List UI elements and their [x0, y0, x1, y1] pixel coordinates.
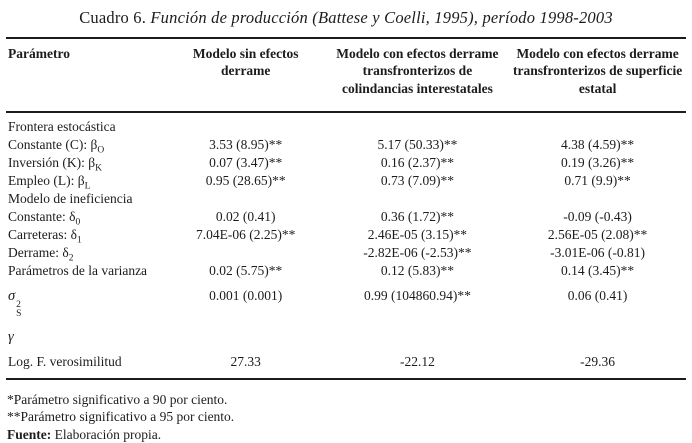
row-carreteras: [6, 226, 686, 244]
cell-value: 0.001 (0.001): [209, 287, 283, 303]
cell-value: 0.16 (2.37)**: [380, 155, 454, 171]
cell-value: 0.36 (1.72)**: [380, 209, 454, 225]
row-constante-delta: [6, 208, 686, 226]
column-header-modelo-superficie: Modelo con efectos derrame transfronterizos de superficie estatal: [509, 38, 686, 113]
label-sup-sub: 2 S: [16, 299, 22, 319]
cell-value: [166, 190, 326, 208]
cell-value: 5.17 (50.33)**: [377, 137, 458, 153]
row-frontera: [6, 112, 686, 136]
label-text: Modelo de ineficiencia: [8, 191, 133, 207]
footnote-line: *Parámetro significativo a 90 por ciento.: [7, 391, 228, 407]
cell-value: 2.46E-05 (3.15)**: [367, 227, 468, 243]
footnote-line: **Parámetro significativo a 95 por ciento.: [7, 409, 235, 425]
cell-value: 0.12 (5.83)**: [380, 263, 454, 279]
cell-value: [166, 326, 326, 349]
label-subscript: O: [97, 146, 105, 154]
row-inversion: [6, 154, 686, 172]
row-empleo: [6, 172, 686, 190]
cell-value: 4.38 (4.59)**: [561, 137, 635, 153]
label-text: Derrame: δ: [8, 245, 69, 261]
cell-value: -22.12: [399, 353, 435, 369]
label-text: Constante (C): β: [8, 137, 98, 153]
cell-value: [166, 244, 326, 262]
cell-value: 27.33: [230, 353, 261, 369]
cell-value: [509, 326, 686, 349]
cell-value: [326, 190, 510, 208]
label-text: Empleo (L): β: [8, 173, 85, 189]
row-label: [6, 208, 166, 226]
table-body: [6, 112, 686, 379]
row-ineficiencia: [6, 190, 686, 208]
cell-value: [509, 112, 686, 136]
column-header-modelo-colindancias: Modelo con efectos derrame transfronterizos de colindancias interestatales: [326, 38, 510, 113]
cell-value: [509, 190, 686, 208]
cell-value: 0.02 (5.75)**: [209, 263, 283, 279]
cell-value: 0.95 (28.65)**: [205, 173, 286, 189]
row-label: [6, 136, 166, 154]
label-subscript: 1: [76, 236, 82, 244]
row-label: [6, 262, 166, 280]
row-log-verosimilitud: [6, 349, 686, 379]
row-gamma: [6, 326, 686, 349]
label-subscript: 0: [75, 218, 81, 226]
footnote-line: Fuente: Elaboración propia.: [7, 426, 162, 442]
label-text: Log. F. verosimilitud: [8, 353, 122, 369]
label-subscript: L: [84, 182, 91, 190]
row-sigma: [6, 280, 686, 326]
cell-value: 0.71 (9.9)**: [564, 173, 631, 189]
label-text: Inversión (K): β: [8, 155, 96, 171]
cell-value: 2.56E-05 (2.08)**: [547, 227, 648, 243]
row-varianza: [6, 262, 686, 280]
footnote-source-label: Fuente:: [7, 426, 52, 442]
cell-value: [326, 326, 510, 349]
row-label: [6, 280, 166, 326]
cell-value: 0.73 (7.09)**: [380, 173, 454, 189]
table-title-italic: Función de producción (Battese y Coelli, 1995), período 1998-2003: [146, 8, 613, 27]
cell-value: -0.09 (-0.43): [563, 209, 632, 225]
table-title: [6, 8, 686, 28]
cell-value: 0.02 (0.41): [215, 209, 276, 225]
cell-value: 0.99 (104860.94)**: [363, 287, 471, 303]
footnotes: [6, 391, 686, 443]
label-subscript: 2: [68, 254, 74, 262]
cell-value: -29.36: [580, 353, 616, 369]
label-text: Parámetros de la varianza: [8, 263, 148, 279]
row-label: [6, 226, 166, 244]
row-derrame: [6, 244, 686, 262]
row-label: [6, 326, 166, 349]
cell-value: -3.01E-06 (-0.81): [550, 245, 646, 261]
cell-value: [326, 112, 510, 136]
row-label: [6, 244, 166, 262]
label-text: σ: [8, 287, 16, 304]
cell-value: [166, 112, 326, 136]
table-title-prefix: Cuadro 6.: [79, 8, 147, 27]
table-header-row: [6, 38, 686, 113]
column-header-parametro: Parámetro: [6, 38, 166, 113]
cell-value: 3.53 (8.95)**: [209, 137, 283, 153]
row-label: [6, 172, 166, 190]
cell-value: 0.06 (0.41): [567, 287, 628, 303]
label-text: Frontera estocástica: [8, 119, 116, 135]
cell-value: 0.14 (3.45)**: [561, 263, 635, 279]
cell-value: 0.19 (3.26)**: [561, 155, 635, 171]
row-label: [6, 349, 166, 379]
row-label: [6, 112, 166, 136]
cell-value: 7.04E-06 (2.25)**: [196, 227, 296, 243]
results-table: [6, 37, 686, 380]
row-label: [6, 154, 166, 172]
row-label: [6, 190, 166, 208]
cell-value: -2.82E-06 (-2.53)**: [363, 245, 472, 261]
label-text: Constante: δ: [8, 209, 76, 225]
label-text: Carreteras: δ: [8, 227, 77, 243]
label-text: γ: [8, 328, 14, 345]
column-header-modelo-sin-efectos: Modelo sin efectos derrame: [166, 38, 326, 113]
label-subscript: K: [95, 164, 102, 172]
row-constante-beta: [6, 136, 686, 154]
cell-value: 0.07 (3.47)**: [209, 155, 283, 171]
